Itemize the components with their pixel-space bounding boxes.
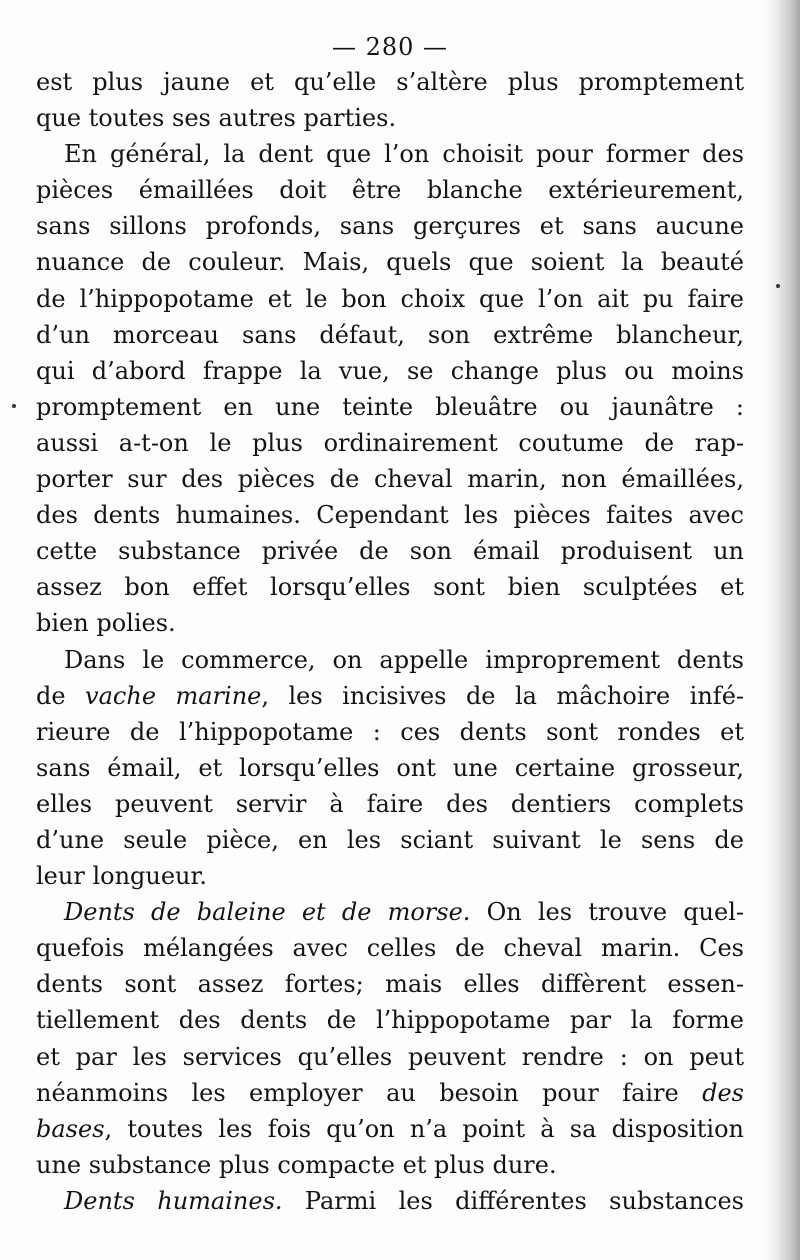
text-line (36, 1111, 744, 1147)
text-line (36, 461, 744, 497)
text-run: En général, la dent que l’on choisit pour former des (64, 140, 744, 169)
text-run: est plus jaune et qu’elle s’altère plus promptement (36, 68, 744, 96)
text-line (36, 858, 744, 894)
text-line (36, 64, 744, 100)
text-line (36, 317, 744, 353)
text-line (36, 930, 744, 966)
text-run: qui d’abord frappe la vue, se change plus ou moins (36, 356, 744, 385)
page-spine-shadow (762, 0, 800, 1260)
text-line (36, 1039, 744, 1075)
text-run: sans sillons profonds, sans gerçures et sans aucune (36, 212, 744, 241)
text-line (36, 822, 744, 858)
text-run: sans émail, et lorsqu’elles ont une certaine grosseur, (36, 753, 744, 782)
text-line (36, 966, 744, 1002)
text-run: porter sur des pièces de cheval marin, non émaillées, (36, 465, 744, 494)
text-run: elles peuvent servir à faire des dentiers complets (36, 789, 744, 818)
text-line (36, 425, 744, 461)
text-run: , les incisives de la mâchoire infé- (261, 681, 744, 710)
text-line (36, 569, 744, 605)
text-run: des dents humaines. Cependant les pièces faites avec (36, 501, 744, 530)
text-run: pièces émaillées doit être blanche extérieurement, (36, 176, 744, 205)
text-line (36, 750, 744, 786)
text-line (36, 605, 744, 641)
text-run: cette substance privée de son émail produisent un (36, 537, 744, 566)
text-line (36, 172, 744, 208)
text-line (36, 533, 744, 569)
text-run: quefois mélangées avec celles de cheval marin. Ces (36, 934, 744, 963)
text-line (36, 353, 744, 389)
text-run: leur longueur. (36, 862, 207, 891)
text-run: On les trouve quel- (470, 898, 745, 927)
text-line (36, 1075, 744, 1111)
text-line (36, 1183, 744, 1219)
italic-text: bases (36, 1114, 105, 1143)
text-line (36, 1002, 744, 1038)
text-run: Parmi les différentes substances (282, 1186, 744, 1215)
italic-text: Dents humaines. (64, 1186, 283, 1215)
text-run: de (36, 681, 86, 710)
italic-text: des (702, 1078, 744, 1107)
italic-text: vache marine (85, 681, 262, 710)
text-line (36, 244, 744, 280)
text-run: bien polies. (36, 609, 176, 638)
text-line (36, 786, 744, 822)
text-line (36, 894, 744, 930)
text-run: assez bon effet lorsqu’elles sont bien sculptées et (36, 573, 744, 602)
text-run: d’une seule pièce, en les sciant suivant le sens de (36, 825, 744, 854)
text-run: Dans le commerce, on appelle improprement dents (64, 645, 744, 674)
text-run: que toutes ses autres parties. (36, 104, 397, 133)
text-run: tiellement des dents de l’hippopotame par la forme (36, 1006, 744, 1035)
text-line (36, 678, 744, 714)
text-line (36, 136, 744, 172)
ink-speck (12, 404, 16, 408)
text-run: une substance plus compacte et plus dure. (36, 1150, 557, 1179)
text-line (36, 497, 744, 533)
text-run: , toutes les fois qu’on n’a point à sa disposition (104, 1114, 744, 1143)
body-text (36, 64, 744, 1219)
text-run: promptement en une teinte bleuâtre ou jaunâtre : (36, 392, 744, 421)
text-line (36, 1147, 744, 1183)
text-run: aussi a-t-on le plus ordinairement coutume de rap- (36, 428, 744, 457)
text-line (36, 714, 744, 750)
page-number: — 280 — (331, 33, 449, 61)
text-run: néanmoins les employer au besoin pour faire (36, 1078, 703, 1107)
page-text (36, 30, 744, 1219)
text-run: et par les services qu’elles peuvent rendre : on peut (36, 1042, 744, 1071)
text-line (36, 281, 744, 317)
text-run: nuance de couleur. Mais, quels que soient la beauté (36, 248, 744, 277)
text-run: dents sont assez fortes; mais elles diffèrent essen- (36, 970, 744, 999)
italic-text: Dents de baleine et de morse. (64, 898, 471, 927)
text-line (36, 642, 744, 678)
text-line (36, 389, 744, 425)
text-line (36, 100, 744, 136)
ink-speck (776, 284, 780, 288)
text-run: d’un morceau sans défaut, son extrême blancheur, (36, 320, 744, 349)
text-line (36, 208, 744, 244)
text-run: de l’hippopotame et le bon choix que l’on ait pu faire (36, 284, 744, 313)
text-run: rieure de l’hippopotame : ces dents sont rondes et (36, 717, 744, 746)
